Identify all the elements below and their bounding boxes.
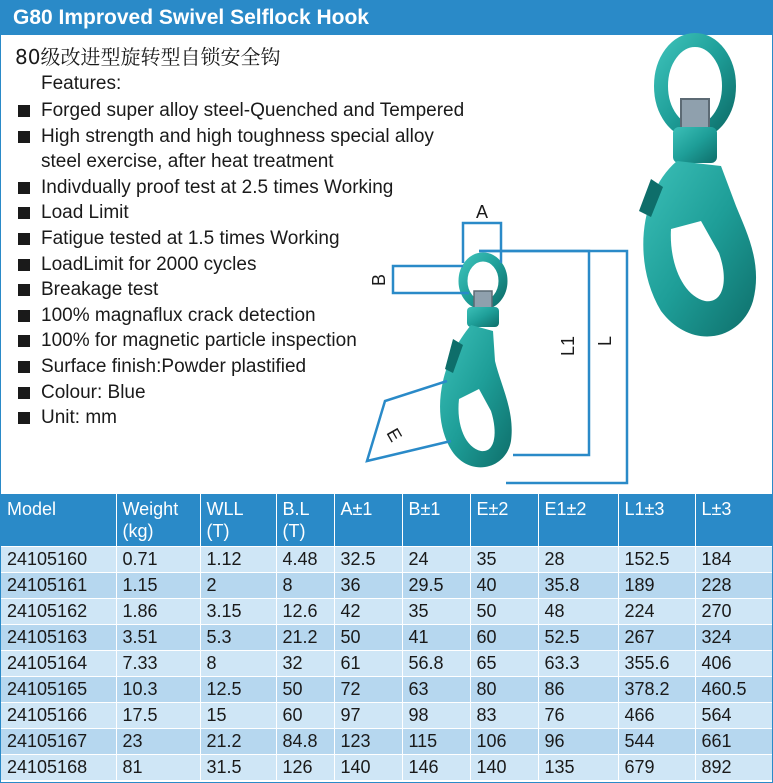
table-cell: 8 bbox=[276, 572, 334, 598]
table-header-row bbox=[1, 494, 772, 546]
table-cell: 40 bbox=[470, 572, 538, 598]
table-cell: 3.51 bbox=[116, 624, 200, 650]
table-cell: 1.12 bbox=[200, 546, 276, 572]
table-cell: 84.8 bbox=[276, 728, 334, 754]
feature-text: Unit: mm bbox=[41, 407, 117, 429]
feature-text: Load Limit bbox=[41, 202, 129, 224]
label-a: A bbox=[475, 202, 489, 222]
column-header bbox=[618, 494, 695, 546]
column-header-label: E±2 bbox=[476, 499, 509, 519]
table-cell: 48 bbox=[538, 598, 618, 624]
feature-text: Fatigue tested at 1.5 times Working bbox=[41, 227, 340, 249]
table-cell: 17.5 bbox=[116, 702, 200, 728]
table-cell: 80 bbox=[470, 676, 538, 702]
table-cell: 3.15 bbox=[200, 598, 276, 624]
table-cell: 4.48 bbox=[276, 546, 334, 572]
label-l: L bbox=[595, 335, 615, 347]
table-cell: 12.6 bbox=[276, 598, 334, 624]
label-e: E bbox=[382, 424, 406, 446]
table-cell: 52.5 bbox=[538, 624, 618, 650]
table-cell: 892 bbox=[695, 754, 772, 780]
table-cell: 661 bbox=[695, 728, 772, 754]
column-header-unit: (T) bbox=[206, 521, 230, 541]
table-body bbox=[1, 546, 772, 780]
feature-text: Surface finish:Powder plastified bbox=[41, 355, 307, 377]
table-row bbox=[1, 546, 772, 572]
table-cell: 24105167 bbox=[1, 728, 116, 754]
feature-text: Breakage test bbox=[41, 279, 159, 301]
table-cell: 24105160 bbox=[1, 546, 116, 572]
table-cell: 41 bbox=[402, 624, 470, 650]
feature-text: Colour: Blue bbox=[41, 381, 146, 403]
table-cell: 50 bbox=[276, 676, 334, 702]
table-row bbox=[1, 572, 772, 598]
table-cell: 15 bbox=[200, 702, 276, 728]
table-cell: 270 bbox=[695, 598, 772, 624]
table-cell: 24105162 bbox=[1, 598, 116, 624]
table-row bbox=[1, 624, 772, 650]
table-cell: 126 bbox=[276, 754, 334, 780]
table-cell: 135 bbox=[538, 754, 618, 780]
small-hook-image bbox=[440, 257, 512, 467]
table-cell: 56.8 bbox=[402, 650, 470, 676]
hook-diagram bbox=[1, 1, 772, 491]
table-cell: 81 bbox=[116, 754, 200, 780]
table-cell: 544 bbox=[618, 728, 695, 754]
table-cell: 97 bbox=[334, 702, 402, 728]
column-header bbox=[116, 494, 200, 546]
table-cell: 115 bbox=[402, 728, 470, 754]
table-cell: 228 bbox=[695, 572, 772, 598]
table-cell: 24105164 bbox=[1, 650, 116, 676]
table-cell: 7.33 bbox=[116, 650, 200, 676]
table-cell: 324 bbox=[695, 624, 772, 650]
table-cell: 1.15 bbox=[116, 572, 200, 598]
column-header-label: WLL bbox=[206, 499, 244, 519]
table-cell: 35 bbox=[402, 598, 470, 624]
table-cell: 32.5 bbox=[334, 546, 402, 572]
table-cell: 65 bbox=[470, 650, 538, 676]
table-cell: 355.6 bbox=[618, 650, 695, 676]
table-cell: 24105161 bbox=[1, 572, 116, 598]
table-cell: 24105165 bbox=[1, 676, 116, 702]
table-cell: 12.5 bbox=[200, 676, 276, 702]
table-cell: 31.5 bbox=[200, 754, 276, 780]
table-cell: 60 bbox=[470, 624, 538, 650]
spec-table bbox=[1, 494, 772, 780]
features-heading: Features: bbox=[41, 73, 122, 94]
feature-text: 100% magnaflux crack detection bbox=[41, 304, 316, 326]
table-cell: 460.5 bbox=[695, 676, 772, 702]
table-row bbox=[1, 676, 772, 702]
table-row bbox=[1, 650, 772, 676]
table-cell: 224 bbox=[618, 598, 695, 624]
column-header-label: Weight bbox=[122, 499, 179, 519]
table-row bbox=[1, 728, 772, 754]
table-cell: 23 bbox=[116, 728, 200, 754]
feature-text: LoadLimit for 2000 cycles bbox=[41, 253, 257, 275]
table-cell: 63.3 bbox=[538, 650, 618, 676]
column-header-unit: (kg) bbox=[122, 521, 154, 541]
table-cell: 24105163 bbox=[1, 624, 116, 650]
column-header bbox=[276, 494, 334, 546]
table-cell: 140 bbox=[334, 754, 402, 780]
column-header-label: Model bbox=[7, 499, 57, 519]
table-cell: 24 bbox=[402, 546, 470, 572]
label-l1: L1 bbox=[558, 335, 578, 357]
table-cell: 36 bbox=[334, 572, 402, 598]
table-cell: 406 bbox=[695, 650, 772, 676]
table-cell: 10.3 bbox=[116, 676, 200, 702]
table-cell: 61 bbox=[334, 650, 402, 676]
table-cell: 5.3 bbox=[200, 624, 276, 650]
feature-text: 100% for magnetic particle inspection bbox=[41, 330, 357, 352]
table-cell: 2 bbox=[200, 572, 276, 598]
table-row bbox=[1, 754, 772, 780]
table-cell: 466 bbox=[618, 702, 695, 728]
table-cell: 42 bbox=[334, 598, 402, 624]
page-subtitle: 80级改进型旋转型自锁安全钩 bbox=[15, 45, 281, 69]
column-header-label: B.L bbox=[282, 499, 310, 519]
table-cell: 35 bbox=[470, 546, 538, 572]
column-header-label: L±3 bbox=[701, 499, 732, 519]
feature-text: steel exercise, after heat treatment bbox=[41, 151, 334, 173]
table-cell: 267 bbox=[618, 624, 695, 650]
column-header-label: L1±3 bbox=[624, 499, 665, 519]
table-row bbox=[1, 598, 772, 624]
column-header bbox=[470, 494, 538, 546]
table-cell: 0.71 bbox=[116, 546, 200, 572]
table-cell: 146 bbox=[402, 754, 470, 780]
table-cell: 76 bbox=[538, 702, 618, 728]
table-cell: 86 bbox=[538, 676, 618, 702]
table-cell: 96 bbox=[538, 728, 618, 754]
table-cell: 60 bbox=[276, 702, 334, 728]
feature-text: Forged super alloy steel-Quenched and Tempered bbox=[41, 100, 465, 121]
table-cell: 32 bbox=[276, 650, 334, 676]
table-cell: 1.86 bbox=[116, 598, 200, 624]
table-cell: 72 bbox=[334, 676, 402, 702]
column-header bbox=[402, 494, 470, 546]
table-cell: 189 bbox=[618, 572, 695, 598]
table-row bbox=[1, 702, 772, 728]
table-cell: 152.5 bbox=[618, 546, 695, 572]
column-header bbox=[334, 494, 402, 546]
column-header-label: B±1 bbox=[408, 499, 441, 519]
table-cell: 564 bbox=[695, 702, 772, 728]
table-cell: 63 bbox=[402, 676, 470, 702]
table-cell: 98 bbox=[402, 702, 470, 728]
table-cell: 679 bbox=[618, 754, 695, 780]
page-title: G80 Improved Swivel Selflock Hook bbox=[13, 6, 369, 29]
table-cell: 24105166 bbox=[1, 702, 116, 728]
table-cell: 50 bbox=[334, 624, 402, 650]
table-cell: 28 bbox=[538, 546, 618, 572]
column-header-label: A±1 bbox=[340, 499, 373, 519]
feature-text: High strength and high toughness special alloy bbox=[41, 125, 434, 147]
label-b: B bbox=[369, 273, 389, 287]
table-cell: 83 bbox=[470, 702, 538, 728]
table-cell: 35.8 bbox=[538, 572, 618, 598]
column-header bbox=[695, 494, 772, 546]
column-header bbox=[1, 494, 116, 546]
column-header-label: E1±2 bbox=[544, 499, 587, 519]
column-header bbox=[200, 494, 276, 546]
table-cell: 140 bbox=[470, 754, 538, 780]
column-header-unit: (T) bbox=[282, 521, 306, 541]
table-cell: 29.5 bbox=[402, 572, 470, 598]
table-cell: 21.2 bbox=[276, 624, 334, 650]
table-cell: 21.2 bbox=[200, 728, 276, 754]
feature-text: Indivdually proof test at 2.5 times Working bbox=[41, 176, 394, 198]
table-cell: 123 bbox=[334, 728, 402, 754]
table-cell: 184 bbox=[695, 546, 772, 572]
column-header bbox=[538, 494, 618, 546]
large-hook-image bbox=[639, 40, 756, 336]
table-cell: 106 bbox=[470, 728, 538, 754]
table-cell: 50 bbox=[470, 598, 538, 624]
table-cell: 8 bbox=[200, 650, 276, 676]
table-cell: 24105168 bbox=[1, 754, 116, 780]
table-cell: 378.2 bbox=[618, 676, 695, 702]
